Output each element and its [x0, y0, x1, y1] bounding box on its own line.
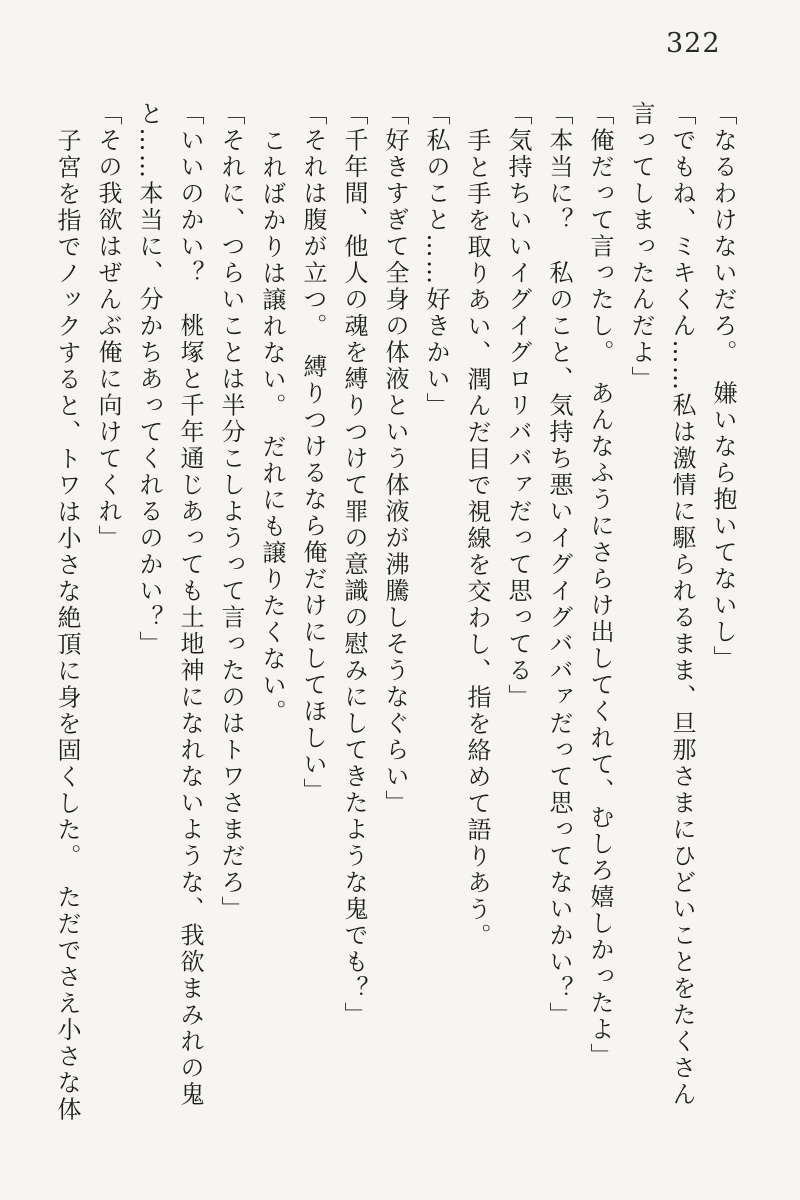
text-line: 手と手を取りあい、潤んだ目で視線を交わし、指を絡めて語りあう。 — [463, 127, 491, 949]
text-line: と……本当に、分かちあってくれるのかい？」 — [135, 101, 163, 658]
text-line: 「俺だって言ったし。 あんなふうにさらけ出してくれて、むしろ嬉しかったよ」 — [586, 101, 614, 1070]
text-line: 言ってしまったんだよ」 — [627, 101, 655, 393]
text-line: 「千年間、他人の魂を縛りつけて罪の意識の慰みにしてきたような鬼でも？」 — [340, 101, 368, 1029]
text-line: 「いいのかい？ 桃塚と千年通じあっても土地神になれないような、我欲まみれの鬼 — [176, 101, 204, 1108]
text-line: 「私のこと……好きかい」 — [422, 101, 450, 419]
text-line: 「なるわけないだろ。 嫌いなら抱いてないし」 — [709, 101, 737, 672]
page-number: 322 — [666, 28, 721, 59]
text-line: 「本当に？ 私のこと、気持ち悪いイグイグババァだって思ってないかい？」 — [545, 101, 573, 1029]
text-line: 「それに、つらいことは半分こしようって言ったのはトワさまだろ」 — [217, 101, 245, 923]
text-line: 「気持ちいいイグイグロリババァだって思ってる」 — [504, 101, 532, 711]
text-line: 「その我欲はぜんぶ俺に向けてくれ」 — [94, 101, 122, 552]
text-line: 「でもね、ミキくん……私は激情に駆られるまま、旦那さまにひどいことをたくさん — [668, 101, 696, 1108]
text-line: こればかりは譲れない。 だれにも譲りたくない。 — [258, 127, 286, 725]
text-line: 子宮を指でノックすると、トワは小さな絶頂に身を固くした。 ただでさえ小さな体 — [53, 127, 81, 1123]
text-columns — [46, 101, 743, 1131]
text-line: 「それは腹が立つ。 縛りつけるなら俺だけにしてほしい」 — [299, 101, 327, 805]
text-line: 「好きすぎて全身の体液という体液が沸騰しそうなぐらい」 — [381, 101, 409, 817]
